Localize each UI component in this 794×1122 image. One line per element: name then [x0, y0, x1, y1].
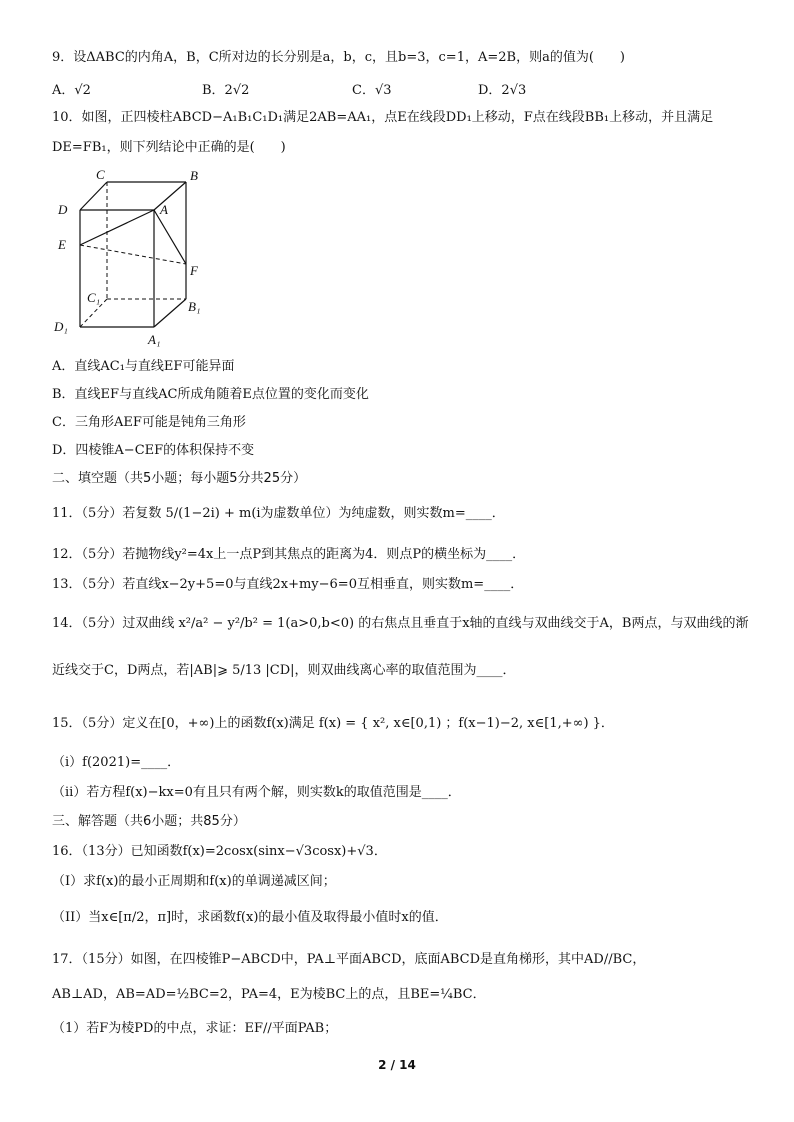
label-a1: A₁ [148, 332, 161, 347]
q14-line2: 近线交于C，D两点，若|AB|⩾ 5/13 |CD|，则双曲线离心率的取值范围为____． [52, 663, 516, 678]
q9-option-d: D．2√3 [478, 83, 527, 98]
q10-option-a: A．直线AC₁与直线EF可能异面 [52, 359, 235, 374]
label-d: D [58, 202, 68, 217]
segment-ea [80, 210, 154, 245]
q9-option-b: B．2√2 [202, 83, 250, 98]
q15-sub2: （ii）若方程f(x)−kx=0有且只有两个解，则实数k的取值范围是____． [52, 785, 461, 800]
edge-cd [80, 182, 107, 210]
page-number: 2 / 14 [378, 1058, 416, 1072]
q15-sub1: （i）f(2021)=____． [52, 755, 181, 770]
q16-sub1: （I）求f(x)的最小正周期和f(x)的单调递减区间； [52, 874, 336, 889]
label-a: A [160, 202, 168, 217]
label-f: F [190, 263, 198, 278]
q10-stem-line2: DE=FB₁，则下列结论中正确的是( ) [52, 140, 286, 155]
q10-option-d: D．四棱锥A−CEF的体积保持不变 [52, 443, 255, 458]
label-b1: B₁ [188, 299, 201, 314]
q9-option-a: A．√2 [52, 83, 91, 98]
q17-sub1: （1）若F为棱PD的中点，求证：EF//平面PAB； [52, 1021, 338, 1036]
q16-stem: 16．（13分）已知函数f(x)=2cosx(sinx−√3cosx)+√3． [52, 844, 387, 859]
q9-option-c: C．√3 [352, 83, 392, 98]
q17-line1: 17．（15分）如图，在四棱锥P−ABCD中，PA⊥平面ABCD，底面ABCD是直角梯形，其中AD//BC， [52, 952, 646, 967]
q10-option-b: B．直线EF与直线AC所成角随着E点位置的变化而变化 [52, 387, 369, 402]
q12-text: 12．（5分）若抛物线y²=4x上一点P到其焦点的距离为4．则点P的横坐标为____． [52, 547, 526, 562]
q13-text: 13．（5分）若直线x−2y+5=0与直线2x+my−6=0互相垂直，则实数m=____． [52, 577, 524, 592]
q17-line2: AB⊥AD，AB=AD=½BC=2，PA=4，E为棱BC上的点，且BE=¼BC． [52, 987, 486, 1002]
label-c1: C₁ [87, 290, 101, 305]
hidden-segment-ef [80, 245, 186, 264]
q9-stem: 9．设ΔABC的内角A，B，C所对边的长分别是a，b，c，且b=3，c=1，A=2B，则a的值为( ) [52, 50, 625, 65]
section-fill-in-heading: 二、填空题（共5小题；每小题5分共25分） [52, 471, 307, 486]
section-answer-heading: 三、解答题（共6小题；共85分） [52, 814, 246, 829]
prism-figure [50, 167, 220, 349]
q16-sub2: （II）当x∈[π/2，π]时，求函数f(x)的最小值及取得最小值时x的值． [52, 910, 448, 925]
label-b: B [190, 168, 198, 183]
q14-line1: 14．（5分）过双曲线 x²/a² − y²/b² = 1(a>0,b<0) 的右焦点且垂直于x轴的直线与双曲线交于A，B两点，与双曲线的渐 [52, 616, 749, 631]
edge-ba [154, 182, 186, 210]
label-e: E [58, 237, 66, 252]
label-d1: D₁ [54, 319, 68, 334]
q11-text: 11．（5分）若复数 5/(1−2i) + m(i为虚数单位）为纯虚数，则实数m=____． [52, 506, 505, 521]
q15-line1: 15．（5分）定义在[0，+∞)上的函数f(x)满足 f(x) = { x², x∈[0,1) ；f(x−1)−2, x∈[1,+∞) }． [52, 716, 614, 731]
q10-stem-line1: 10．如图，正四棱柱ABCD−A₁B₁C₁D₁满足2AB=AA₁，点E在线段DD₁上移动，F点在线段BB₁上移动，并且满足 [52, 110, 714, 125]
q10-option-c: C．三角形AEF可能是钝角三角形 [52, 415, 246, 430]
segment-af [154, 210, 186, 264]
edge-a1b1 [154, 299, 186, 327]
q9-options [52, 79, 732, 97]
label-c: C [96, 167, 105, 182]
